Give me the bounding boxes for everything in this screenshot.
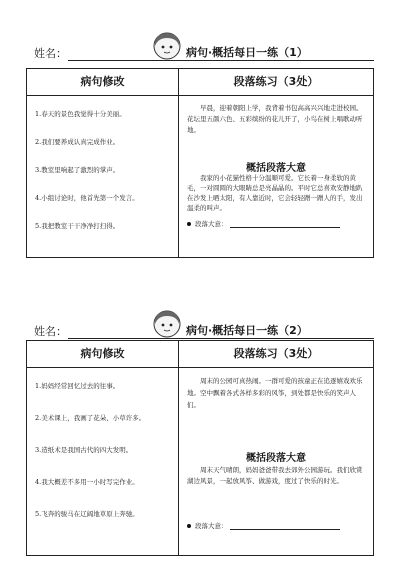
name-underline (68, 60, 374, 61)
sentence-correction-header: 病句修改 (27, 341, 178, 368)
paragraph-column (179, 341, 373, 555)
paragraph-column (179, 69, 373, 257)
sentence-item: 1.妈妈经常回忆过去的往事。 (35, 382, 120, 390)
bullet-icon (187, 524, 191, 528)
name-underline (68, 338, 374, 339)
worksheet-1 (0, 0, 400, 250)
sentence-item: 5.飞奔的骏马在辽阔地草原上奔驰。 (35, 510, 139, 518)
summary-paragraph: 周末天气晴朗，妈妈爸爸带我去郊外公园游玩。我们欣赏湖边风景，一起放风筝、做游戏，度过了快乐的时光。 (187, 466, 363, 485)
girl-avatar-icon (150, 306, 184, 340)
summary-answer-line[interactable] (230, 521, 340, 530)
sentence-item: 1.春天的景色我觉得十分美丽。 (35, 110, 126, 118)
summary-label: 段落大意： (195, 220, 228, 228)
summary-label: 段落大意： (195, 522, 228, 530)
sentence-item: 3.教室里响起了激烈的掌声。 (35, 166, 120, 174)
sentence-item: 4.我大概差不多用一小时写完作业。 (35, 478, 139, 486)
summary-answer-row (187, 521, 365, 530)
worksheet-title: 病句·概括每日一练（1） (186, 46, 308, 59)
summary-paragraph: 我家的小花猫性格十分温顺可爱。它长着一身柔软的黄毛，一对圆圆的大眼睛总是亮晶晶的。平时它总喜欢安静地趴在沙发上晒太阳，有人靠近时，它会轻轻蹭一蹭人的手，发出温柔的叫声。 (187, 174, 363, 212)
exercise-box (26, 68, 374, 258)
sentence-item: 5.我把教室干干净净打扫得。 (35, 222, 120, 230)
sentence-correction-column (27, 69, 179, 257)
girl-avatar-icon (150, 28, 184, 62)
summary-answer-line[interactable] (230, 219, 340, 228)
worksheet-2 (0, 312, 400, 562)
name-label: 姓名： (34, 325, 67, 338)
summary-header: 概括段落大意 (246, 163, 306, 174)
practice-paragraph: 周末的公园可真热闹。一群可爱的孩童正在追逐嬉戏欢乐地。空中飘着各式各样多彩的风筝，到处都是快乐的笑声人们。 (187, 377, 363, 409)
summary-answer-row (187, 219, 365, 228)
worksheet-title: 病句·概括每日一练（2） (186, 324, 308, 337)
bullet-icon (187, 222, 191, 226)
sentence-correction-column (27, 341, 179, 555)
sentence-item: 2.我们要养成认真完成作业。 (35, 138, 120, 146)
sentence-item: 4.小组讨论时，他首先第一个发言。 (35, 194, 139, 202)
paragraph-practice-header: 段落练习（3处） (179, 341, 373, 368)
summary-header: 概括段落大意 (246, 453, 306, 464)
name-label: 姓名： (34, 47, 67, 60)
paragraph-practice-header: 段落练习（3处） (179, 69, 373, 96)
worksheet-header (0, 0, 400, 60)
sentence-correction-header: 病句修改 (27, 69, 178, 96)
sentence-item: 3.造纸术是我国古代的四大发明。 (35, 446, 133, 454)
worksheet-header (0, 278, 400, 338)
exercise-box (26, 340, 374, 556)
practice-paragraph: 早晨，迎着朝阳上学，我背着书包高高兴兴地走进校园。花坛里五颜六色、五彩缤纷的花儿开了，小鸟在树上唱歌动听地。 (187, 104, 363, 134)
sentence-item: 2.美术课上，我画了花朵、小草许多。 (35, 414, 146, 422)
